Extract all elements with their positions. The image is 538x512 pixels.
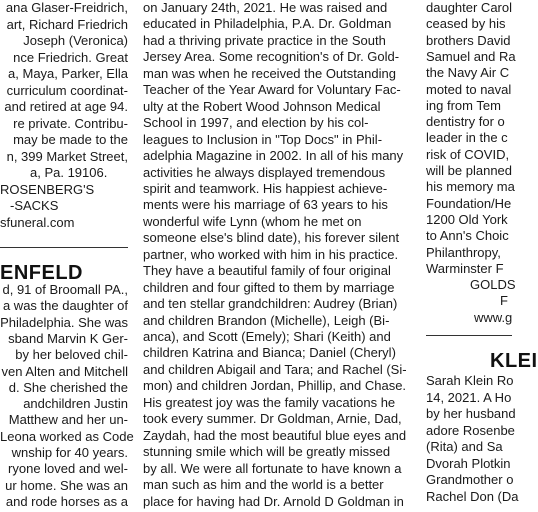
text-line: re private. Contribu-	[13, 115, 128, 131]
section-divider-right	[426, 335, 512, 336]
text-line: activities he always displayed tremendous	[143, 164, 386, 180]
text-line: ryone loved and wel-	[8, 461, 128, 477]
column-right	[426, 0, 538, 512]
text-line: andchildren Justin	[23, 396, 128, 412]
text-line: brothers David	[426, 32, 511, 48]
text-line: 1200 Old York	[426, 211, 508, 227]
text-line: adore Rosenbe	[426, 422, 515, 438]
text-line: Teacher of the Year Award for Voluntary Fac-	[143, 82, 401, 98]
text-line: the Navy Air C	[426, 65, 510, 81]
text-line: -SACKS	[10, 198, 59, 213]
text-line: anca), and Scott (Emely); Shari (Keith) and	[143, 329, 391, 344]
text-line: curriculum coordinat-	[6, 82, 128, 98]
text-line: Grandmother o	[426, 472, 514, 487]
text-line: Samuel and Ra	[426, 48, 516, 64]
text-line: place for having had Dr. Arnold D Goldman in	[143, 493, 404, 509]
text-line: partner, who worked with him in his practice.	[143, 246, 399, 262]
text-line: art, Richard Friedrich	[6, 16, 128, 32]
text-line: children Katrina and Bianca; Daniel (Cheryl)	[143, 345, 396, 361]
text-line: ROSENBERG'S	[0, 181, 95, 197]
text-line: daughter Carol	[426, 0, 512, 15]
text-line: spirit and teamwork. His happiest achieve-	[143, 180, 388, 196]
text-line: had a thriving private practice in the South	[143, 32, 386, 48]
text-line: and children Abigail and Tara; and Rachel (Si-	[143, 361, 407, 377]
text-line: to Ann's Choic	[426, 228, 509, 244]
text-line: d. She cherished the	[8, 379, 128, 395]
text-line: someone else's blind date), his forever silent	[143, 230, 400, 246]
text-line: moted to naval	[426, 81, 512, 97]
text-line: www.g	[474, 309, 513, 325]
text-line: Philadelphia. She was	[0, 314, 128, 330]
text-line: children and four gifted to them by marriage	[143, 279, 395, 295]
text-line: nce Friedrich. Great	[13, 49, 128, 65]
text-line: leader in the c	[426, 130, 508, 146]
text-line: Zaydah, had the most beautiful blue eyes and	[143, 427, 407, 443]
text-line: ing from Tem	[426, 97, 501, 113]
text-line: dentistry for o	[426, 114, 505, 130]
text-line: Dvorah Plotkin	[426, 455, 511, 471]
text-line: Philanthropy,	[426, 244, 501, 260]
text-line: mon) and children Jordan, Phillip, and Chase.	[143, 378, 407, 394]
text-line: sfuneral.com	[0, 214, 75, 230]
text-line: a was the daughter of	[2, 298, 128, 314]
text-line: adelphia Magazine in 2002. In all of his many	[143, 148, 404, 164]
text-line: wonderful wife Lynn (whom he met on	[143, 213, 362, 229]
text-line: n, 399 Market Street,	[6, 148, 128, 164]
text-line: F	[500, 293, 508, 309]
text-line: may be made to the	[13, 132, 128, 147]
text-line: Jersey Area. Some recognition's of Dr. Gold-	[143, 49, 400, 65]
text-line: his memory ma	[426, 179, 515, 195]
text-line: leagues to Inclusion in "Top Docs" in Phil-	[143, 131, 383, 147]
obituary-heading-right: KLEI	[490, 350, 538, 372]
text-line: took every summer. Dr Goldman, Arnie, Dad,	[143, 411, 402, 427]
text-line: sband Marvin K Ger-	[8, 330, 128, 346]
text-line: a, Pa. 19106.	[30, 165, 108, 180]
text-line: His greatest joy was the family vacations he	[143, 394, 396, 410]
text-line: Rachel Don (Da	[426, 488, 519, 504]
text-line: Foundation/He	[426, 195, 512, 211]
text-line: man was when he received the Outstanding	[143, 65, 396, 81]
text-line: ceased by his	[426, 16, 506, 32]
text-line: ana Glaser-Freidrich,	[5, 0, 128, 15]
text-line: educated in Philadelphia, P.A. Dr. Goldman	[143, 16, 392, 32]
text-line: a, Maya, Parker, Ella	[8, 66, 128, 81]
text-line: Joseph (Veronica)	[23, 33, 128, 48]
text-line: and rode horses as a	[5, 493, 128, 509]
text-line: d, 91 of Broomall PA.,	[2, 282, 128, 297]
text-line: on January 24th, 2021. He was raised and	[143, 0, 388, 15]
text-line: and retired at age 94.	[4, 99, 128, 114]
text-line: man such as him and the world is a better	[143, 477, 384, 493]
text-line: ur home. She was an	[5, 477, 128, 493]
text-line: risk of COVID,	[426, 146, 510, 162]
text-line: 14, 2021. A Ho	[426, 389, 512, 405]
text-line: School in 1997, and election by his col-	[143, 115, 369, 131]
column-left	[0, 0, 134, 512]
text-line: and children Brandon (Michelle), Leigh (Bi-	[143, 312, 390, 328]
text-line: ments were his marriage of 63 years to his	[143, 197, 388, 213]
text-line: by her husband	[426, 406, 516, 421]
text-line: ulty at the Robert Wood Johnson Medical	[143, 98, 381, 114]
text-line: GOLDS	[470, 277, 516, 293]
text-line: Leona worked as Code	[0, 428, 134, 444]
section-divider	[0, 247, 128, 248]
text-line: Warminster F	[426, 260, 504, 276]
text-line: Matthew and her un-	[8, 412, 128, 428]
text-line: and ten stellar grandchildren: Audrey (Brian)	[143, 296, 398, 312]
text-line: They have a beautiful family of four original	[143, 263, 391, 279]
text-line: (Rita) and Sa	[426, 439, 503, 454]
text-line: will be planned	[426, 163, 513, 178]
text-line: ven Alten and Mitchell	[1, 363, 128, 379]
text-line: wnship for 40 years.	[11, 445, 128, 460]
text-line: stunning smile which will be greatly missed	[143, 444, 391, 460]
text-line: by her beloved chil-	[15, 347, 128, 363]
obituary-heading-left: ENFELD	[0, 262, 83, 284]
column-middle	[143, 0, 413, 512]
text-line: Sarah Klein Ro	[426, 373, 514, 388]
text-line: by all. We were all fortunate to have known a	[143, 460, 402, 476]
